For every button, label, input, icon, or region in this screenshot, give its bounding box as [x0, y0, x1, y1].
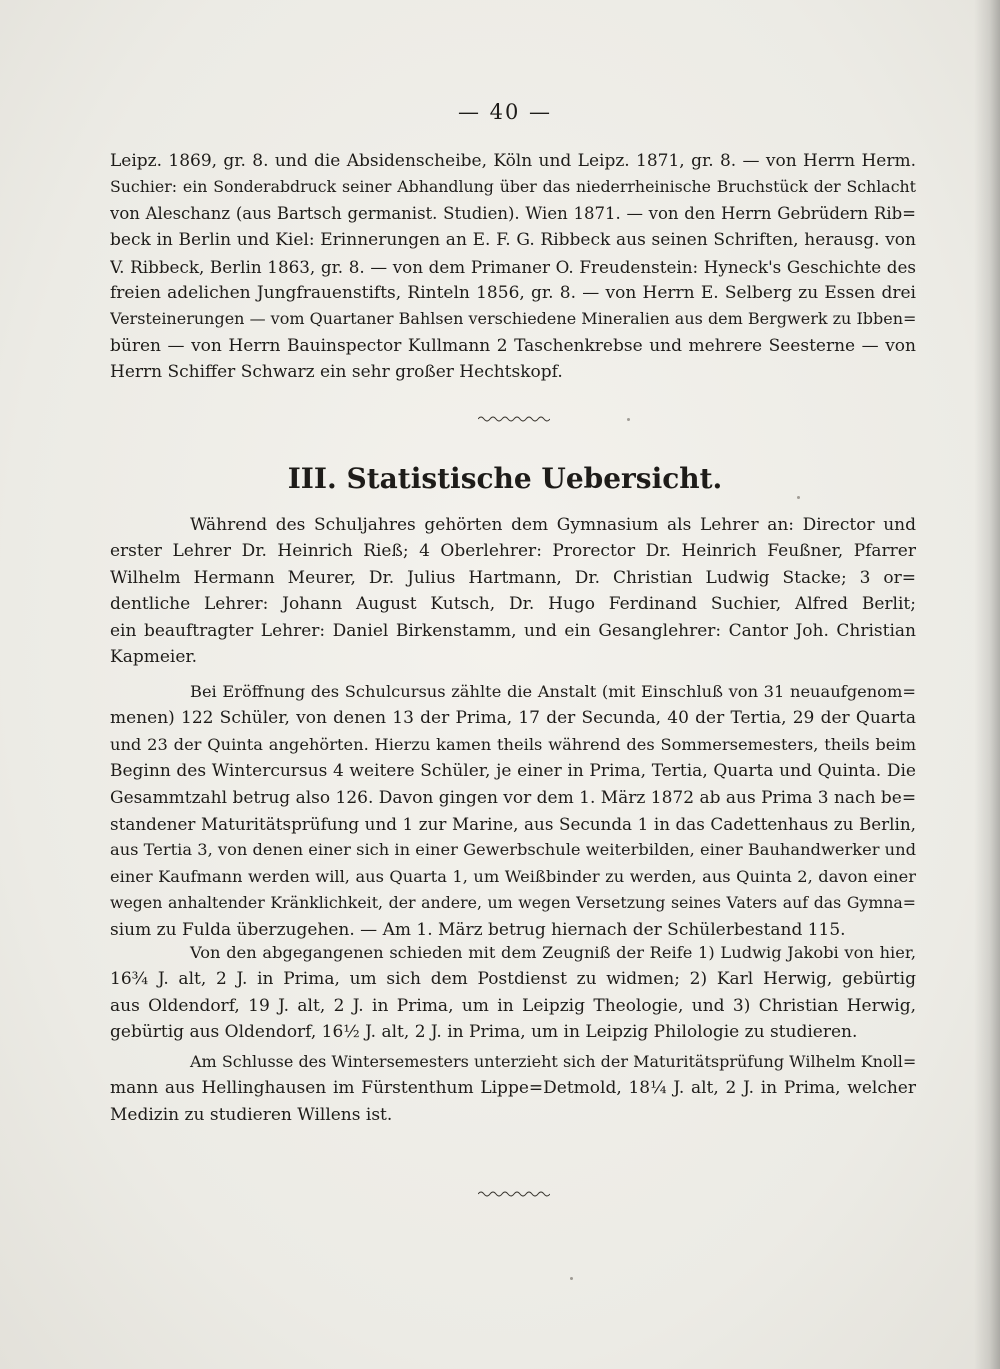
binding-shadow	[974, 0, 1000, 1369]
text-line: wegen anhaltender Kränklichkeit, der andere, um wegen Versetzung seines Vaters auf das Gymna=	[110, 893, 916, 913]
section-heading: III. Statistische Uebersicht.	[287, 462, 723, 495]
page-number: — 40 —	[457, 100, 553, 124]
text-line: einer Kaufmann werden will, aus Quarta 1, um Weißbinder zu werden, aus Quinta 2, davon einer	[110, 866, 916, 886]
paper-speck	[570, 1277, 573, 1280]
text-line: Während des Schuljahres gehörten dem Gymnasium als Lehrer an: Director und	[190, 515, 916, 535]
text-line: büren — von Herrn Bauinspector Kullmann 2 Taschenkrebse und mehrere Seesterne — von	[110, 335, 916, 356]
text-line: aus Oldendorf, 19 J. alt, 2 J. in Prima, um in Leipzig Theologie, und 3) Christian Herwig,	[110, 995, 916, 1016]
text-line: Versteinerungen — vom Quartaner Bahlsen verschiedene Mineralien aus dem Bergwerk zu Ibben=	[110, 309, 916, 329]
teachers-paragraph	[110, 512, 916, 670]
text-line: Suchier: ein Sonderabdruck seiner Abhandlung über das niederrheinische Bruchstück der Schlacht	[110, 177, 916, 197]
text-line: beck in Berlin und Kiel: Erinnerungen an E. F. G. Ribbeck aus seinen Schriften, herausg. von	[110, 230, 916, 251]
text-line: Beginn des Wintercursus 4 weitere Schüler, je einer in Prima, Tertia, Quarta und Quinta. Die	[110, 761, 916, 782]
text-line: aus Tertia 3, von denen einer sich in einer Gewerbschule weiterbilden, einer Bauhandwerker und	[110, 840, 916, 860]
text-line: von Aleschanz (aus Bartsch germanist. Studien). Wien 1871. — von den Herrn Gebrüdern Rib=	[110, 203, 916, 223]
text-line: standener Maturitätsprüfung und 1 zur Marine, aus Secunda 1 in das Cadettenhaus zu Berlin,	[110, 813, 916, 834]
exam-paragraph	[110, 1049, 916, 1128]
divider-ornament	[478, 414, 550, 424]
donations-paragraph	[110, 148, 916, 386]
text-line: Kapmeier.	[110, 646, 198, 667]
text-line: Leipz. 1869, gr. 8. und die Absidenscheibe, Köln und Leipz. 1871, gr. 8. — von Herrn Herm.	[110, 151, 916, 171]
text-line: erster Lehrer Dr. Heinrich Rieß; 4 Oberlehrer: Prorector Dr. Heinrich Feußner, Pfarrer	[110, 541, 916, 562]
text-line: Am Schlusse des Wintersemesters unterzieht sich der Maturitätsprüfung Wilhelm Knoll=	[190, 1052, 916, 1071]
text-line: 16¾ J. alt, 2 J. in Prima, um sich dem Postdienst zu widmen; 2) Karl Herwig, gebürtig	[110, 969, 916, 990]
text-line: Medizin zu studieren Willens ist.	[110, 1104, 393, 1125]
statistics-paragraph	[110, 679, 916, 943]
text-line: dentliche Lehrer: Johann August Kutsch, Dr. Hugo Ferdinand Suchier, Alfred Berlit;	[110, 594, 916, 615]
text-line: Herrn Schiffer Schwarz ein sehr großer Hechtskopf.	[110, 362, 563, 383]
text-line: Bei Eröffnung des Schulcursus zählte die Anstalt (mit Einschluß von 31 neuaufgenom=	[190, 682, 916, 701]
text-line: V. Ribbeck, Berlin 1863, gr. 8. — von dem Primaner O. Freudenstein: Hyneck's Geschichte des	[110, 256, 916, 277]
text-line: Wilhelm Hermann Meurer, Dr. Julius Hartmann, Dr. Christian Ludwig Stacke; 3 or=	[110, 567, 916, 588]
divider-ornament	[478, 1189, 550, 1199]
text-line: sium zu Fulda überzugehen. — Am 1. März betrug hiernach der Schülerbestand 115.	[110, 919, 846, 940]
text-line: Gesammtzahl betrug also 126. Davon gingen vor dem 1. März 1872 ab aus Prima 3 nach be=	[110, 787, 916, 808]
text-line: Von den abgegangenen schieden mit dem Zeugniß der Reife 1) Ludwig Jakobi von hier,	[190, 943, 916, 962]
text-line: freien adelichen Jungfrauenstifts, Rinteln 1856, gr. 8. — von Herrn E. Selberg zu Essen drei	[110, 282, 916, 303]
graduates-paragraph	[110, 940, 916, 1046]
text-line: ein beauftragter Lehrer: Daniel Birkenstamm, und ein Gesanglehrer: Cantor Joh. Christian	[110, 620, 916, 641]
paper-speck	[627, 418, 630, 421]
text-line: mann aus Hellinghausen im Fürstenthum Lippe=Detmold, 18¼ J. alt, 2 J. in Prima, welcher	[110, 1078, 916, 1099]
text-line: menen) 122 Schüler, von denen 13 der Prima, 17 der Secunda, 40 der Tertia, 29 der Quarta	[110, 708, 916, 729]
text-line: gebürtig aus Oldendorf, 16½ J. alt, 2 J. in Prima, um in Leipzig Philologie zu studieren.	[110, 1022, 858, 1043]
text-line: und 23 der Quinta angehörten. Hierzu kamen theils während des Sommersemesters, theils beim	[110, 734, 916, 754]
paper-speck	[797, 496, 800, 499]
